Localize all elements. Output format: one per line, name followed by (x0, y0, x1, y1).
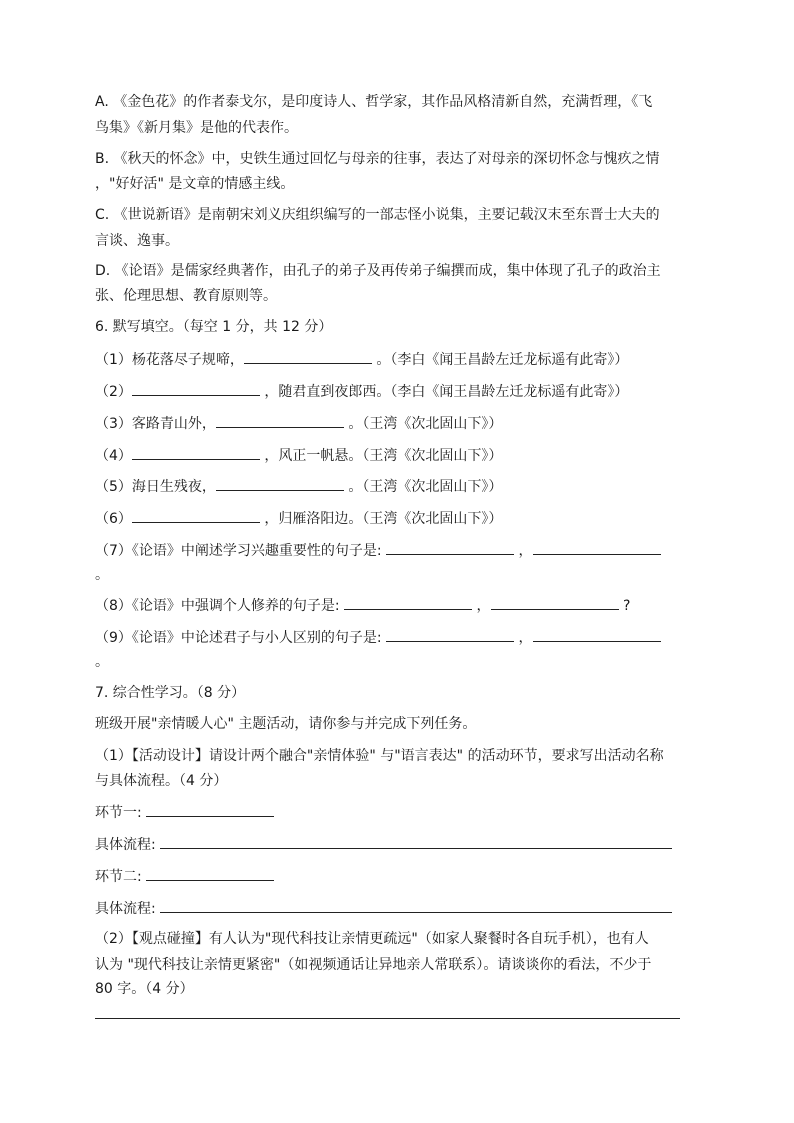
q6-item-4 (95, 445, 502, 466)
q6-item-8-end: ? (618, 598, 631, 614)
option-d-line-2: 张、伦理思想、教育原则等。 (95, 288, 277, 304)
q7-heading: 7. 综合性学习。（8 分） (95, 685, 246, 701)
q6-item-7-blank-2[interactable] (533, 540, 661, 555)
q6-item-2 (95, 381, 628, 402)
q6-item-1-blank[interactable] (244, 349, 372, 364)
q6-item-9-blank-2[interactable] (533, 627, 661, 642)
q6-item-6 (95, 508, 502, 529)
q6-item-4-blank[interactable] (132, 445, 260, 460)
q6-item-3-prompt: （3）客路青山外， (95, 416, 216, 432)
q7-task-1-line-1: （1）【活动设计】请设计两个融合"亲情体验" 与"语言表达" 的活动环节，要求写出活动名称 (95, 748, 664, 764)
q6-item-6-blank[interactable] (132, 508, 260, 523)
q6-item-2-prompt: （2） (95, 384, 132, 400)
option-c-line-2: 言谈、逸事。 (95, 233, 179, 249)
q7-step-1 (95, 802, 274, 823)
q6-item-3-blank[interactable] (216, 413, 344, 428)
q6-item-9-end: 。 (95, 654, 109, 670)
q6-item-2-source: ，随君直到夜郎西。（李白《闻王昌龄左迁龙标遥有此寄》） (259, 384, 629, 400)
q6-heading: 6. 默写填空。（每空 1 分，共 12 分） (95, 319, 333, 335)
q6-item-9 (95, 627, 661, 648)
q7-flow-1 (95, 834, 672, 855)
q6-item-4-prompt: （4） (95, 448, 132, 464)
q6-item-2-blank[interactable] (132, 381, 260, 396)
q7-flow-2-blank[interactable] (160, 898, 672, 913)
q7-intro: 班级开展"亲情暖人心" 主题活动，请你参与并完成下列任务。 (95, 716, 477, 732)
q7-flow-1-label: 具体流程: (95, 837, 161, 853)
q7-step-1-blank[interactable] (146, 802, 274, 817)
q6-item-3-source: 。（王湾《次北固山下》） (343, 416, 503, 432)
q6-item-7-separator: ， (514, 543, 533, 559)
option-a-line-1: A. 《金色花》的作者泰戈尔，是印度诗人、哲学家，其作品风格清新自然，充满哲理，《飞 (95, 94, 653, 110)
q7-answer-line[interactable] (95, 1018, 680, 1019)
option-b-line-2: ，"好好活" 是文章的情感主线。 (95, 176, 295, 192)
q6-item-7-blank-1[interactable] (386, 540, 514, 555)
q6-item-9-separator: ， (514, 630, 533, 646)
q6-item-7-prompt: （7）《论语》中阐述学习兴趣重要性的句子是: (95, 543, 387, 559)
q7-task-2-line-1: （2）【观点碰撞】有人认为"现代科技让亲情更疏远"（如家人聚餐时各自玩手机），也有人 (95, 931, 649, 947)
q7-step-2-label: 环节二: (95, 869, 147, 885)
q7-step-2-blank[interactable] (146, 866, 274, 881)
option-b-line-1: B. 《秋天的怀念》中，史铁生通过回忆与母亲的往事，表达了对母亲的深切怀念与愧疚之情 (95, 151, 660, 167)
q7-flow-1-blank[interactable] (160, 834, 672, 849)
q6-item-5 (95, 476, 502, 497)
q6-item-7-end: 。 (95, 567, 109, 583)
q7-flow-2-label: 具体流程: (95, 901, 161, 917)
q6-item-8-separator: ， (472, 598, 491, 614)
q7-step-1-label: 环节一: (95, 805, 147, 821)
q6-item-8 (95, 595, 630, 616)
q7-task-1-line-2: 与具体流程。（4 分） (95, 773, 228, 789)
q6-item-5-prompt: （5）海日生残夜， (95, 479, 216, 495)
q6-item-3 (95, 413, 502, 434)
q6-item-1 (95, 349, 628, 370)
q6-item-8-blank-1[interactable] (344, 595, 472, 610)
q6-item-9-prompt: （9）《论语》中论述君子与小人区别的句子是: (95, 630, 387, 646)
q6-item-7 (95, 540, 661, 561)
option-c-line-1: C. 《世说新语》是南朝宋刘义庆组织编写的一部志怪小说集，主要记载汉末至东晋士大夫的 (95, 207, 660, 223)
q6-item-5-blank[interactable] (216, 476, 344, 491)
q6-item-9-blank-1[interactable] (386, 627, 514, 642)
q7-step-2 (95, 866, 274, 887)
q6-item-8-blank-2[interactable] (491, 595, 619, 610)
q7-task-2-line-2: 认为 "现代科技让亲情更紧密"（如视频通话让异地亲人常联系）。请谈谈你的看法，不少于 (95, 957, 652, 973)
option-a-line-2: 鸟集》《新月集》是他的代表作。 (95, 120, 298, 136)
q6-item-8-prompt: （8）《论语》中强调个人修养的句子是: (95, 598, 345, 614)
q6-item-1-prompt: （1）杨花落尽子规啼， (95, 352, 244, 368)
option-d-line-1: D. 《论语》是儒家经典著作，由孔子的弟子及再传弟子编撰而成，集中体现了孔子的政治主 (95, 263, 661, 279)
q6-item-6-prompt: （6） (95, 511, 132, 527)
q6-item-4-source: ，风正一帆悬。（王湾《次北固山下》） (259, 448, 503, 464)
q6-item-5-source: 。（王湾《次北固山下》） (343, 479, 503, 495)
q7-flow-2 (95, 898, 672, 919)
q7-task-2-line-3: 80 字。（4 分） (95, 981, 194, 997)
q6-item-1-source: 。（李白《闻王昌龄左迁龙标遥有此寄》） (371, 352, 629, 368)
q6-item-6-source: ，归雁洛阳边。（王湾《次北固山下》） (259, 511, 503, 527)
